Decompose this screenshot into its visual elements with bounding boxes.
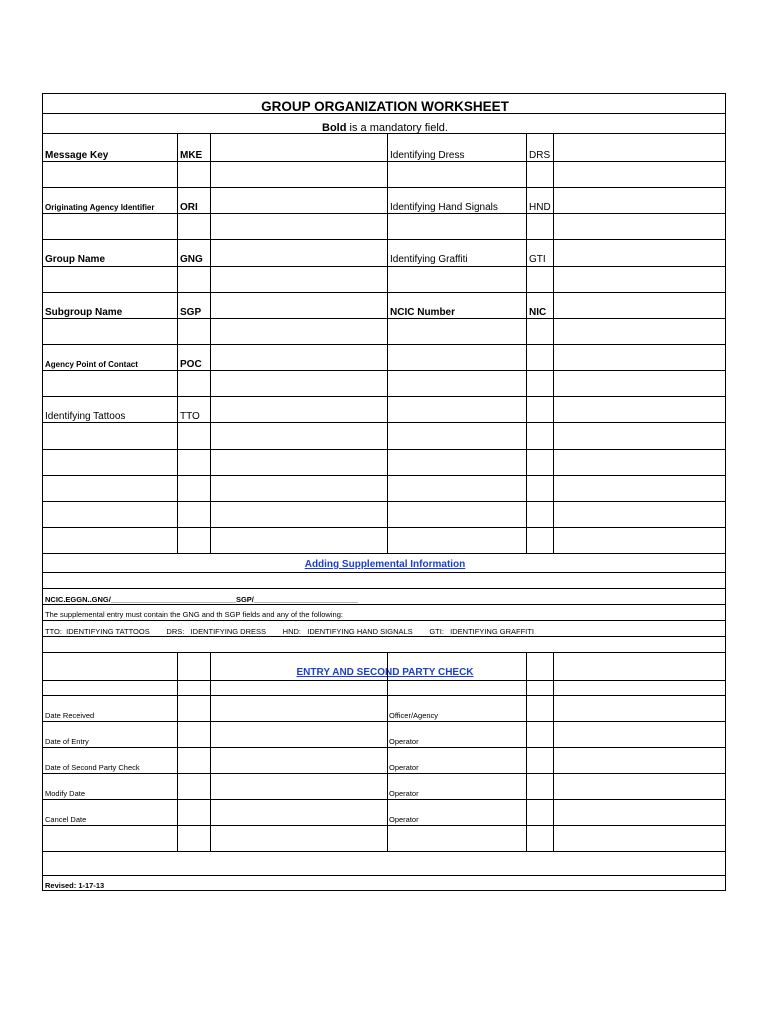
grid-line [43,161,725,162]
ori-input[interactable] [211,188,386,212]
identifying-hand-signals-input[interactable] [554,188,724,212]
operator-label: Operator [389,815,419,824]
agency-poc-input[interactable] [211,345,386,369]
modify-date-label: Modify Date [45,789,86,798]
grid-line [43,527,725,528]
grid-line [387,652,388,851]
grid-line [43,475,725,476]
supplemental-codes: TTO: IDENTIFYING TATTOOS DRS: IDENTIFYING DRESS HND: IDENTIFYING HAND SIGNALS GTI: IDENTIFYING GRAFFITI [45,627,534,636]
date-received-input[interactable] [178,696,386,720]
group-name-label: Group Name [45,254,106,265]
grid-line [43,553,725,554]
identifying-hand-signals-label: Identifying Hand Signals [390,202,498,213]
grid-line [43,572,725,573]
grid-line [43,422,725,423]
tto-code: TTO [180,411,200,422]
grid-line [43,213,725,214]
subtitle-rest: is a mandatory field. [346,122,448,134]
hnd-code: HND [529,202,551,213]
ncic-number-label: NCIC Number [390,307,456,318]
grid-line [43,875,725,876]
grid-line [43,825,725,826]
operator-label: Operator [389,763,419,772]
subgroup-name-label: Subgroup Name [45,307,123,318]
message-key-input[interactable] [211,134,386,160]
group-name-input[interactable] [211,240,386,265]
grid-line [387,133,388,553]
poc-code: POC [180,359,202,370]
date-second-check-label: Date of Second Party Check [45,763,140,772]
sgp-code: SGP [180,307,202,318]
ori-code: ORI [180,202,198,213]
grid-line [43,318,725,319]
grid-line [43,588,725,589]
nic-code: NIC [529,307,547,318]
grid-line [43,620,725,621]
gng-code: GNG [180,254,203,265]
ori-label: Originating Agency Identifier [45,203,155,212]
grid-line [43,680,725,681]
operator-label: Operator [389,789,419,798]
grid-line [43,652,725,653]
identifying-tattoos-input[interactable] [211,397,386,421]
grid-line [43,636,725,637]
identifying-tattoos-label: Identifying Tattoos [45,411,126,422]
identifying-dress-input[interactable] [554,134,724,160]
operator-input[interactable] [527,748,724,772]
grid-line [177,133,178,553]
identifying-graffiti-input[interactable] [554,240,724,265]
officer-agency-label: Officer/Agency [389,711,439,720]
agency-poc-label: Agency Point of Contact [45,360,138,369]
officer-agency-input[interactable] [527,696,724,720]
grid-line [43,604,725,605]
date-received-label: Date Received [45,711,95,720]
identifying-graffiti-label: Identifying Graffiti [390,254,468,265]
operator-input[interactable] [527,800,724,824]
subtitle-bold: Bold [322,122,347,134]
operator-input[interactable] [527,722,724,746]
date-of-entry-label: Date of Entry [45,737,89,746]
gti-code: GTI [529,254,546,265]
divider [43,113,725,114]
subgroup-name-input[interactable] [211,293,386,317]
modify-date-input[interactable] [178,774,386,798]
grid-line [43,266,725,267]
form-title: GROUP ORGANIZATION WORKSHEET [261,99,509,114]
ncic-number-input[interactable] [554,293,724,317]
cancel-date-label: Cancel Date [45,815,87,824]
operator-label: Operator [389,737,419,746]
entry-heading: ENTRY AND SECOND PARTY CHECK [296,667,474,678]
grid-line [43,501,725,502]
message-key-label: Message Key [45,150,109,161]
grid-line [43,370,725,371]
date-of-entry-input[interactable] [178,722,386,746]
revised-date: Revised: 1-17-13 [45,881,105,890]
identifying-dress-label: Identifying Dress [390,150,465,161]
operator-input[interactable] [527,774,724,798]
supplemental-heading: Adding Supplemental Information [304,559,466,570]
mke-code: MKE [180,150,203,161]
supplemental-note: The supplemental entry must contain the GNG and th SGP fields and any of the following: [45,610,343,619]
grid-line [43,449,725,450]
grid-line [526,133,527,553]
date-second-check-input[interactable] [178,748,386,772]
ncic-supplemental-line: NCIC.EGGN..GNG/______________________________SGP/_________________________ [45,595,359,604]
grid-line [43,851,725,852]
cancel-date-input[interactable] [178,800,386,824]
drs-code: DRS [529,150,551,161]
worksheet-form [42,93,726,891]
